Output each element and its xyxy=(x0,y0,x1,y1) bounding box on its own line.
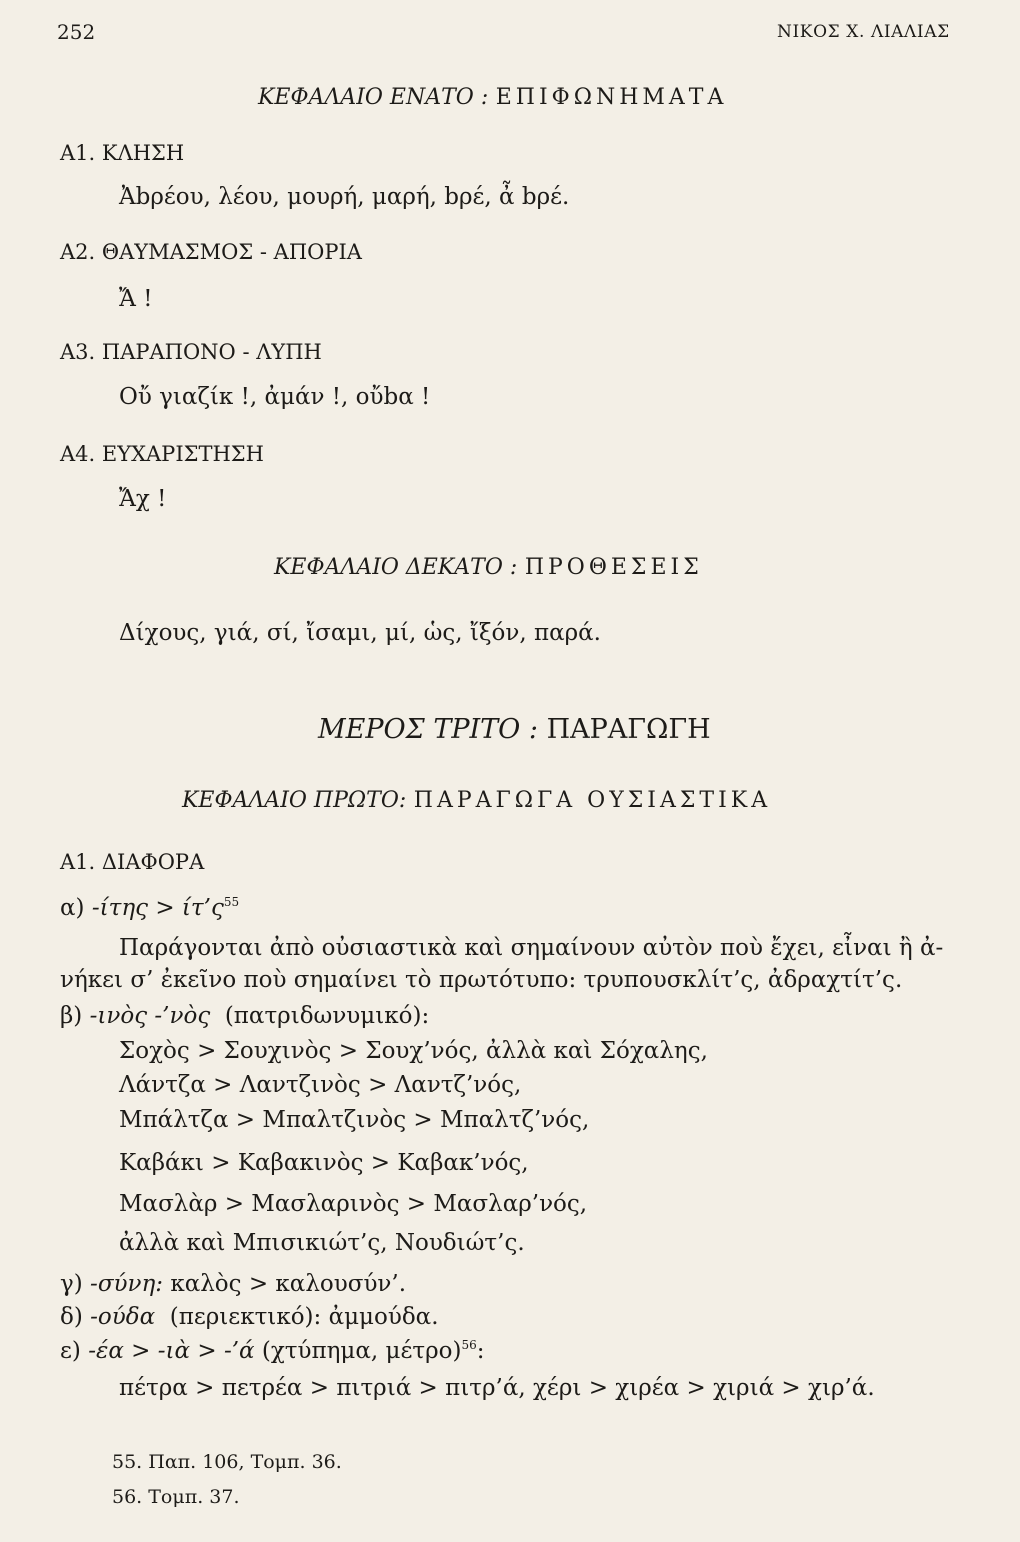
chapter-title-italic: ΚΕΦΑΛΑΙΟ ΠΡΩΤΟ: xyxy=(182,788,407,813)
example-line: Σοχὸς > Σουχινὸς > Σουχ’νός, ἀλλὰ καὶ Σόχαλης, xyxy=(119,1038,708,1064)
section-heading: Α4. ΕΥΧΑΡΙΣΤΗΣΗ xyxy=(60,442,264,466)
subsection-epsilon xyxy=(60,1338,484,1364)
suffix: -σύνη: xyxy=(90,1271,164,1297)
suffix-text: καλὸς > καλουσύν’. xyxy=(170,1271,407,1297)
example-line: Καβάκι > Καβακινὸς > Καβακ’νός, xyxy=(119,1150,529,1176)
chapter-title-spaced: ΠΡΟΘΕΣΕΙΣ xyxy=(524,555,703,580)
suffix: -έα > -ιὰ > -’ά xyxy=(88,1338,255,1364)
subsection-alpha xyxy=(60,895,239,921)
page-number: 252 xyxy=(57,20,96,44)
suffix-text: (περιεκτικό): ἀμμούδα. xyxy=(169,1304,439,1330)
item-label: α) xyxy=(60,895,85,921)
item-label: β) xyxy=(60,1003,83,1029)
chapter-title xyxy=(182,788,771,813)
section-heading: Α1. ΔΙΑΦΟΡΑ xyxy=(60,850,205,874)
paragraph-line: Παράγονται ἀπὸ οὐσιαστικὰ καὶ σημαίνουν αὐτὸν ποὺ ἔχει, εἶναι ἢ ἀ- xyxy=(119,935,944,961)
section-heading: Α3. ΠΑΡΑΠΟΝΟ - ΛΥΠΗ xyxy=(60,340,322,364)
example-line: πέτρα > πετρέα > πιτριά > πιτρ’ά, χέρι > χιρέα > χιριά > χιρ’ά. xyxy=(119,1375,875,1401)
example-line: Μασλὰρ > Μασλαρινὸς > Μασλαρ’νός, xyxy=(119,1191,588,1217)
suffix-note: (πατριδωνυμικό): xyxy=(224,1003,430,1029)
section-text: Ἄχ ! xyxy=(119,486,167,512)
item-label: γ) xyxy=(60,1271,83,1297)
part-title-regular: ΠΑΡΑΓΩΓΗ xyxy=(546,714,711,745)
subsection-delta xyxy=(60,1304,439,1330)
item-label: ε) xyxy=(60,1338,81,1364)
footnote-ref: 55 xyxy=(223,895,240,909)
example-line: ἀλλὰ καὶ Μπισικιώτ’ς, Νουδιώτ’ς. xyxy=(119,1230,525,1256)
chapter-title xyxy=(258,85,727,110)
subsection-beta xyxy=(60,1003,429,1029)
footnote-ref: 56 xyxy=(461,1338,477,1352)
chapter-title-italic: ΚΕΦΑΛΑΙΟ ΔΕΚΑΤΟ : xyxy=(274,555,518,580)
suffix: -ινὸς -’νὸς xyxy=(89,1003,211,1029)
footnote: 56. Τομπ. 37. xyxy=(112,1486,240,1508)
chapter-title-italic: ΚΕΦΑΛΑΙΟ ΕΝΑΤΟ : xyxy=(258,85,489,110)
example-line: Λάντζα > Λαντζινὸς > Λαντζ’νός, xyxy=(119,1072,522,1098)
item-label: δ) xyxy=(60,1304,83,1330)
example-line: Μπάλτζα > Μπαλτζινὸς > Μπαλτζ’νός, xyxy=(119,1107,590,1133)
running-title: ΝΙΚΟΣ Χ. ΛΙΑΛΙΑΣ xyxy=(777,22,950,42)
section-heading: Α1. ΚΛΗΣΗ xyxy=(60,141,185,165)
paragraph-line: νήκει σ’ ἐκεῖνο ποὺ σημαίνει τὸ πρωτότυπο: τρυπουσκλίτ’ς, ἀδραχτίτ’ς. xyxy=(60,967,903,993)
chapter-title-spaced: ΕΠΙΦΩΝΗΜΑΤΑ xyxy=(495,85,728,110)
chapter-title-spaced: ΠΑΡΑΓΩΓΑ ΟΥΣΙΑΣΤΙΚΑ xyxy=(413,788,772,813)
subsection-gamma xyxy=(60,1271,406,1297)
part-title-italic: ΜΕΡΟΣ ΤΡΙΤΟ : xyxy=(318,714,538,745)
suffix-tail: : xyxy=(476,1338,485,1364)
footnote: 55. Παπ. 106, Τομπ. 36. xyxy=(112,1451,342,1473)
section-text: Δίχους, γιά, σί, ἴσαμι, μί, ὡς, ἴξόν, παρά. xyxy=(119,620,601,646)
chapter-title xyxy=(274,555,703,580)
section-text: Οὔ γιαζίκ !, ἀμάν !, οὔbα ! xyxy=(119,384,431,410)
suffix: -ίτης > ίτ’ς xyxy=(91,895,224,921)
suffix-text: (χτύπημα, μέτρο) xyxy=(261,1338,462,1364)
section-text: Ἀbρέου, λέου, μουρή, μαρή, bρέ, ἆ bρέ. xyxy=(119,184,570,210)
part-title xyxy=(318,714,711,745)
suffix: -ούδα xyxy=(90,1304,156,1330)
section-text: Ἄ ! xyxy=(119,286,153,312)
section-heading: Α2. ΘΑΥΜΑΣΜΟΣ - ΑΠΟΡΙΑ xyxy=(60,240,362,264)
